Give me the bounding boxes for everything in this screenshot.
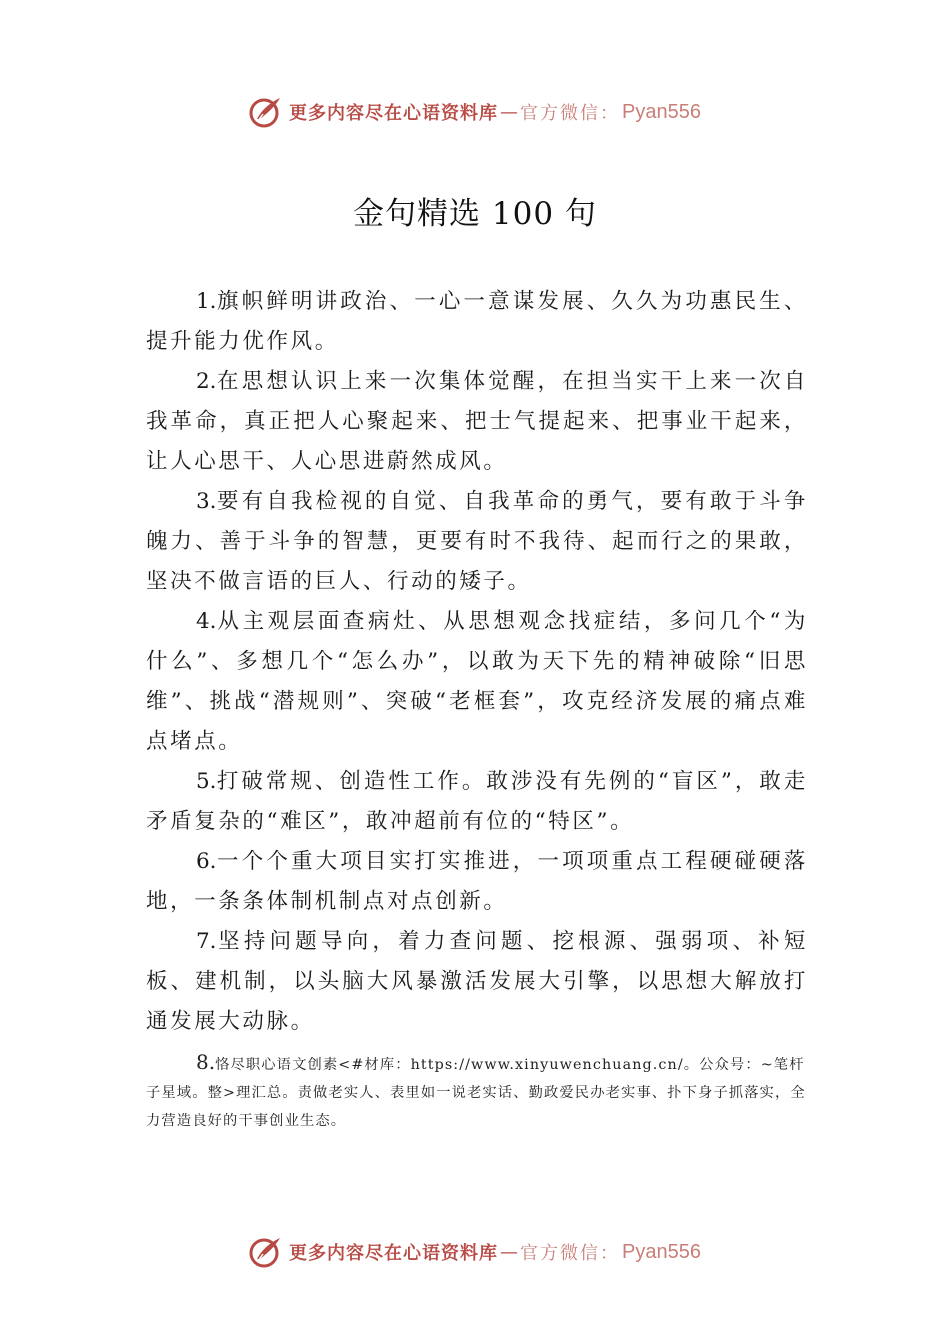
banner-label: 官方微信： — [520, 103, 621, 124]
quote-text: 打破常规、创造性工作。敢涉没有先例的“盲区”，敢走矛盾复杂的“难区”，敢冲超前有位的“特区”。 — [146, 769, 808, 834]
banner-separator: — — [500, 1241, 519, 1263]
quote-text: 在思想认识上来一次集体觉醒，在担当实干上来一次自我革命，真正把人心聚起来、把士气提起来、把事业干起来，让人心思干、人心思进蔚然成风。 — [146, 369, 808, 474]
quote-text: 从主观层面查病灶、从思想观念找症结，多问几个“为什么”、多想几个“怎么办”，以敢为天下先的精神破除“旧思维”、挑战“潜规则”、突破“老框套”，攻克经济发展的痛点难点堵点。 — [146, 609, 808, 754]
quote-item — [146, 362, 808, 482]
banner-wechat-id: Pyan556 — [622, 100, 701, 123]
quote-text: 坚持问题导向，着力查问题、挖根源、强弱项、补短板、建机制，以头脑大风暴激活发展大引擎，以思想大解放打通发展大动脉。 — [146, 929, 808, 1034]
quote-number: 1. — [196, 289, 217, 314]
quote-number: 4. — [196, 609, 217, 634]
quote-item — [146, 842, 808, 922]
banner-text: 更多内容尽在心语资料库 — [289, 1243, 499, 1264]
quote-text: 恪尽职心语文创素<#材库：https://www.xinyuwenchuang.cn/。公众号：~笔杆子星域。整>理汇总。责做老实人、表里如一说老实话、勤政爱民办老实事、扑下身子抓落实，全力营造良好的干事创业生态。 — [146, 1057, 806, 1129]
quote-number: 7. — [196, 929, 217, 954]
quote-text: 旗帜鲜明讲政治、一心一意谋发展、久久为功惠民生、提升能力优作风。 — [146, 289, 808, 354]
document-body — [146, 282, 808, 1135]
quote-number: 8. — [196, 1050, 216, 1074]
quote-text: 一个个重大项目实打实推进，一项项重点工程硬碰硬落地，一条条体制机制点对点创新。 — [146, 849, 808, 914]
quote-number: 2. — [196, 369, 217, 394]
footer-banner — [0, 1232, 950, 1272]
quote-item — [146, 922, 808, 1042]
quote-number: 5. — [196, 769, 217, 794]
quote-item — [146, 282, 808, 362]
quote-item-small — [146, 1048, 808, 1135]
quote-item — [146, 602, 808, 762]
quill-logo-icon — [249, 1235, 283, 1269]
banner-text: 更多内容尽在心语资料库 — [289, 103, 499, 124]
quill-logo-icon — [249, 95, 283, 129]
quote-item — [146, 482, 808, 602]
banner-wechat-id: Pyan556 — [622, 1240, 701, 1263]
banner-separator: — — [500, 101, 519, 123]
quote-number: 6. — [196, 849, 217, 874]
document-title: 金句精选 100 句 — [353, 196, 597, 232]
quote-item — [146, 762, 808, 842]
quote-text: 要有自我检视的自觉、自我革命的勇气，要有敢于斗争魄力、善于斗争的智慧，更要有时不我待、起而行之的果敢，坚决不做言语的巨人、行动的矮子。 — [146, 489, 808, 594]
banner-label: 官方微信： — [520, 1243, 621, 1264]
header-banner — [0, 92, 950, 132]
quote-number: 3. — [196, 489, 217, 514]
